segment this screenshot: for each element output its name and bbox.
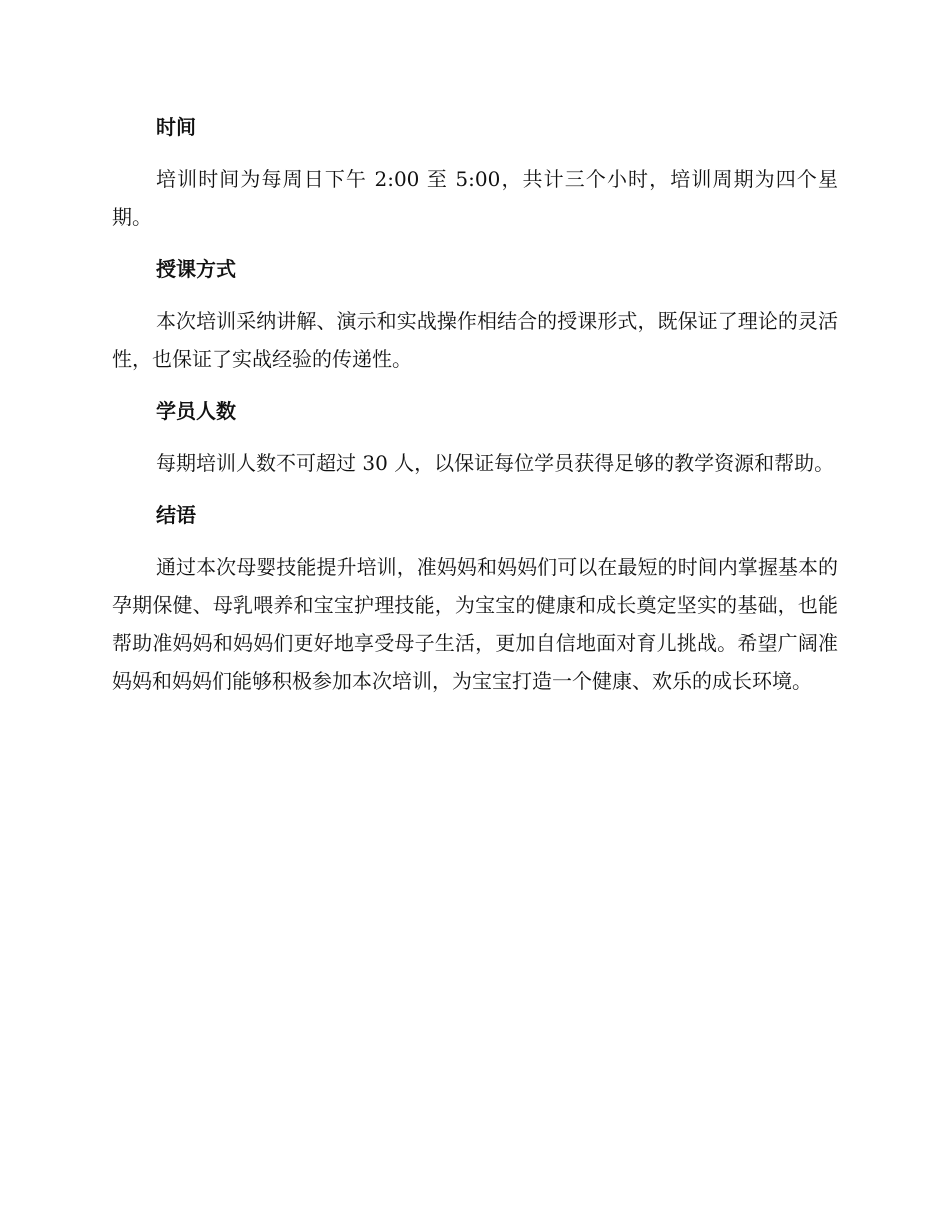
section-paragraph-time: 培训时间为每周日下午 2:00 至 5:00，共计三个小时，培训周期为四个星期。 <box>112 167 838 229</box>
section-heading-student-count: 学员人数 <box>156 399 236 423</box>
section-paragraph-conclusion: 通过本次母婴技能提升培训，准妈妈和妈妈们可以在最短的时间内掌握基本的孕期保健、母乳喂养和宝宝护理技能，为宝宝的健康和成长奠定坚实的基础，也能帮助准妈妈和妈妈们更好地享受母子生活，更加自信地面对育儿挑战。希望广阔准妈妈和妈妈们能够积极参加本次培训，为宝宝打造一个健康、欢乐的成长环境。 <box>112 555 838 693</box>
section-time <box>112 108 838 236</box>
section-heading-time: 时间 <box>156 115 196 139</box>
section-heading-teaching-method: 授课方式 <box>156 257 236 281</box>
section-heading-conclusion: 结语 <box>156 503 196 527</box>
section-teaching-method <box>112 250 838 378</box>
section-conclusion <box>112 496 838 700</box>
section-student-count <box>112 392 838 482</box>
section-paragraph-student-count: 每期培训人数不可超过 30 人，以保证每位学员获得足够的教学资源和帮助。 <box>156 451 835 475</box>
document-page <box>112 108 838 714</box>
section-paragraph-teaching-method: 本次培训采纳讲解、演示和实战操作相结合的授课形式，既保证了理论的灵活性，也保证了实战经验的传递性。 <box>112 309 838 371</box>
